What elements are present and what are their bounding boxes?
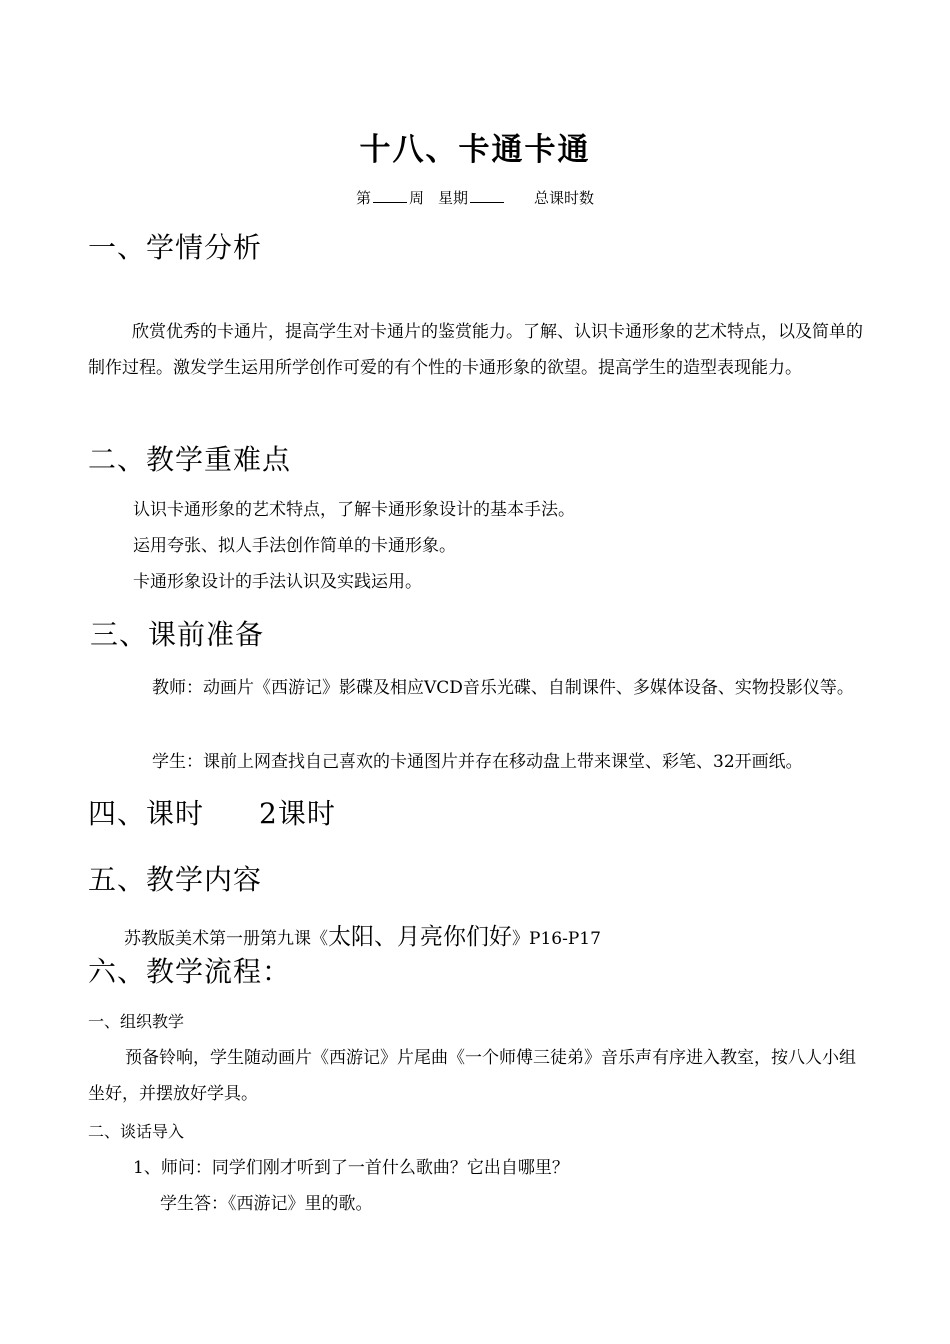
page-title: 十八、卡通卡通 <box>359 132 591 168</box>
section-heading-analysis: 一、学情分析 <box>88 231 263 264</box>
lesson-reference <box>124 918 601 951</box>
week-prefix: 第 <box>355 189 371 207</box>
student-preparation: 学生：课前上网查找自己喜欢的卡通图片并存在移动盘上带来课堂、彩笔、32开画纸。 <box>152 752 803 772</box>
key-point-item: 卡通形象设计的手法认识及实践运用。 <box>133 572 422 592</box>
flow-step-title: 一、组织教学 <box>88 1012 185 1031</box>
hours-value: 2课时 <box>259 797 336 830</box>
key-point-item: 认识卡通形象的艺术特点，了解卡通形象设计的基本手法。 <box>133 500 575 520</box>
section-heading-hours: 四、课时 <box>88 797 205 830</box>
lesson-title: 太阳、月亮你们好 <box>328 924 512 950</box>
schedule-line <box>0 187 950 208</box>
week-blank <box>373 188 407 203</box>
section-heading-key-points: 二、教学重难点 <box>88 443 292 476</box>
teacher-preparation: 教师：动画片《西游记》影碟及相应VCD音乐光碟、自制课件、多媒体设备、实物投影仪等。 <box>152 678 854 698</box>
analysis-paragraph: 欣赏优秀的卡通片，提高学生对卡通片的鉴赏能力。了解、认识卡通形象的艺术特点，以及简单的制作过程。激发学生运用所学创作可爱的有个性的卡通形象的欲望。提高学生的造型表现能力。 <box>88 322 863 378</box>
key-point-item: 运用夸张、拟人手法创作简单的卡通形象。 <box>133 536 456 556</box>
weekday-blank <box>470 188 504 203</box>
lesson-suffix: 》P16-P17 <box>512 929 601 949</box>
section-heading-preparation: 三、课前准备 <box>90 618 265 651</box>
flow-step-text: 预备铃响，学生随动画片《西游记》片尾曲《一个师傅三徒弟》音乐声有序进入教室，按八人小组坐好，并摆放好学具。 <box>88 1048 856 1104</box>
section-heading-content: 五、教学内容 <box>88 863 263 896</box>
flow-step-title: 二、谈话导入 <box>88 1122 185 1141</box>
weekday-label: 星期 <box>438 189 469 207</box>
teacher-question: 1、师问：同学们刚才听到了一首什么歌曲？它出自哪里？ <box>133 1158 569 1178</box>
lesson-prefix: 苏教版美术第一册第九课《 <box>124 929 328 949</box>
week-suffix: 周 <box>408 189 424 207</box>
total-hours-label: 总课时数 <box>534 189 595 207</box>
student-answer: 学生答：《西游记》里的歌。 <box>160 1194 373 1214</box>
section-heading-flow: 六、教学流程： <box>88 955 292 988</box>
